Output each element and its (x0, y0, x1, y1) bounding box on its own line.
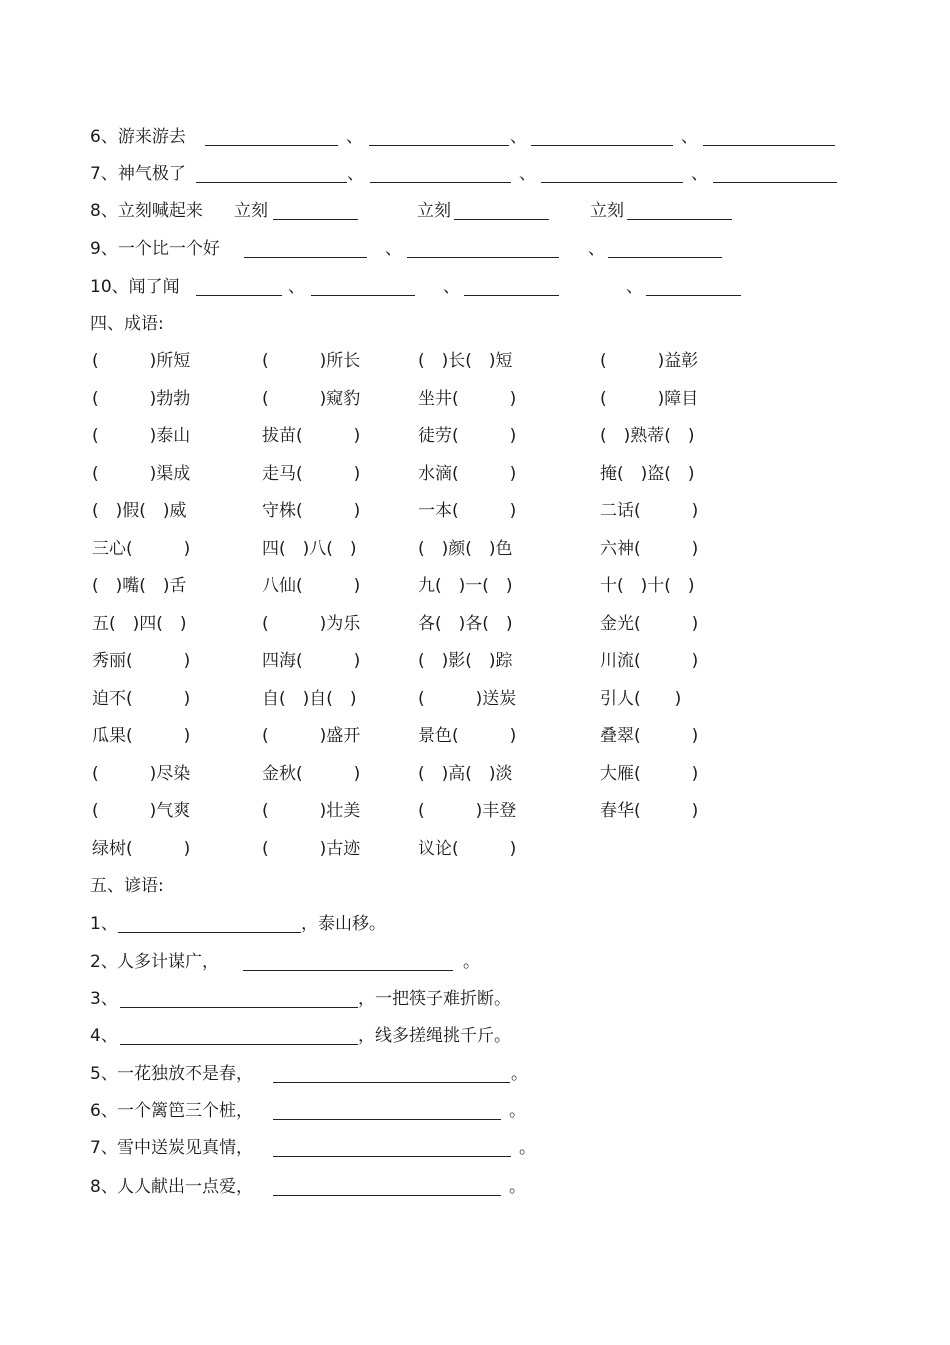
separator: 、 (443, 277, 460, 297)
separator: 、 (510, 127, 527, 147)
item-8-prefix: 立刻 (417, 201, 451, 221)
idiom-item[interactable]: 春华( ) (600, 801, 699, 821)
proverb-5-blank[interactable] (273, 1082, 510, 1083)
proverb-number: 8、 (90, 1177, 118, 1197)
item-7-blank-1[interactable] (196, 182, 347, 183)
idiom-item[interactable]: ( )丰登 (418, 801, 517, 821)
idiom-item[interactable]: 九( )一( ) (418, 576, 513, 596)
item-7-blank-3[interactable] (541, 182, 683, 183)
idiom-item[interactable]: 大雁( ) (600, 764, 699, 784)
idiom-item[interactable]: 水滴( ) (418, 464, 517, 484)
idiom-item[interactable]: ( )气爽 (92, 801, 191, 821)
idiom-item[interactable]: 瓜果( ) (92, 726, 191, 746)
proverb-7-blank[interactable] (273, 1156, 511, 1157)
idiom-item[interactable]: 二话( ) (600, 501, 699, 521)
proverb-text: ，线多搓绳挑千斤。 (358, 1026, 511, 1046)
proverb-number: 1、 (90, 914, 118, 934)
section-title-proverbs: 五、谚语: (90, 876, 164, 896)
item-8-prefix: 立刻 (590, 201, 624, 221)
idiom-item[interactable]: ( )泰山 (92, 426, 191, 446)
idiom-item[interactable]: 掩( )盗( ) (600, 464, 695, 484)
idiom-item[interactable]: 徒劳( ) (418, 426, 517, 446)
separator: 、 (519, 164, 536, 184)
idiom-item[interactable]: 拔苗( ) (262, 426, 361, 446)
idiom-item[interactable]: ( )颜( )色 (418, 539, 513, 559)
idiom-item[interactable]: 秀丽( ) (92, 651, 191, 671)
proverb-2-blank[interactable] (243, 970, 453, 971)
proverb-text: ，一把筷子难折断。 (358, 989, 511, 1009)
proverb-text: 。 (509, 1101, 526, 1121)
item-7-blank-2[interactable] (370, 182, 511, 183)
proverb-6-blank[interactable] (273, 1119, 501, 1120)
item-10-blank-2[interactable] (311, 295, 415, 296)
proverb-number: 2、 (90, 952, 118, 972)
proverb-number: 6、 (90, 1101, 118, 1121)
proverb-text: 雪中送炭见真情， (117, 1138, 253, 1158)
idiom-item[interactable]: 四海( ) (262, 651, 361, 671)
item-6-blank-4[interactable] (703, 145, 835, 146)
separator: 、 (681, 127, 698, 147)
idiom-item[interactable]: 三心( ) (92, 539, 191, 559)
idiom-item[interactable]: 坐井( ) (418, 389, 517, 409)
proverb-text: 。 (509, 1177, 526, 1197)
item-6-label: 6、游来游去 (90, 127, 186, 147)
idiom-item[interactable]: ( )盛开 (262, 726, 361, 746)
idiom-item[interactable]: ( )高( )淡 (418, 764, 513, 784)
idiom-item[interactable]: 守株( ) (262, 501, 361, 521)
idiom-item[interactable]: ( )益彰 (600, 351, 699, 371)
idiom-item[interactable]: 五( )四( ) (92, 614, 187, 634)
item-8-blank-3[interactable] (627, 219, 732, 220)
item-10-blank-1[interactable] (196, 295, 282, 296)
item-9-blank-3[interactable] (608, 257, 722, 258)
item-10-label: 10、闻了闻 (90, 277, 180, 297)
item-10-blank-3[interactable] (464, 295, 559, 296)
proverb-number: 5、 (90, 1064, 118, 1084)
proverb-number: 3、 (90, 989, 118, 1009)
item-6-blank-2[interactable] (369, 145, 509, 146)
item-6-blank-3[interactable] (531, 145, 673, 146)
item-7-label: 7、神气极了 (90, 164, 186, 184)
idiom-item[interactable]: 金光( ) (600, 614, 699, 634)
idiom-item[interactable]: 引人( ) (600, 689, 682, 709)
proverb-text: 一花独放不是春， (117, 1064, 253, 1084)
idiom-item[interactable]: ( )送炭 (418, 689, 517, 709)
proverb-8-blank[interactable] (273, 1195, 501, 1196)
proverb-3-blank[interactable] (120, 1007, 358, 1008)
item-10-blank-4[interactable] (646, 295, 741, 296)
proverb-text: 人人献出一点爱， (117, 1177, 253, 1197)
item-8-label: 8、立刻喊起来 (90, 201, 203, 221)
idiom-item[interactable]: 六神( ) (600, 539, 699, 559)
idiom-item[interactable]: ( )影( )踪 (418, 651, 513, 671)
separator: 、 (626, 277, 643, 297)
idiom-item[interactable]: 金秋( ) (262, 764, 361, 784)
idiom-item[interactable]: ( )勃勃 (92, 389, 191, 409)
proverb-text: 。 (511, 1064, 528, 1084)
item-6-blank-1[interactable] (205, 145, 338, 146)
idiom-item[interactable]: 八仙( ) (262, 576, 361, 596)
idiom-item[interactable]: ( )为乐 (262, 614, 361, 634)
idiom-item[interactable]: 绿树( ) (92, 839, 191, 859)
idiom-item[interactable]: ( )熟蒂( ) (600, 426, 695, 446)
proverb-1-blank[interactable] (118, 932, 301, 933)
idiom-item[interactable]: ( )障目 (600, 389, 699, 409)
item-7-blank-4[interactable] (713, 182, 837, 183)
idiom-item[interactable]: ( )假( )威 (92, 501, 187, 521)
idiom-item[interactable]: ( )所短 (92, 351, 191, 371)
idiom-item[interactable]: ( )尽染 (92, 764, 191, 784)
proverb-number: 7、 (90, 1138, 118, 1158)
idiom-item[interactable]: 一本( ) (418, 501, 517, 521)
idiom-item[interactable]: 景色( ) (418, 726, 517, 746)
section-title-idioms: 四、成语: (90, 314, 164, 334)
idiom-item[interactable]: ( )窥豹 (262, 389, 361, 409)
proverb-text: 一个篱笆三个桩， (117, 1101, 253, 1121)
separator: 、 (347, 164, 364, 184)
proverb-4-blank[interactable] (120, 1044, 358, 1045)
idiom-item[interactable]: ( )壮美 (262, 801, 361, 821)
idiom-item[interactable]: 十( )十( ) (600, 576, 695, 596)
idiom-item[interactable]: ( )古迹 (262, 839, 361, 859)
separator: 、 (691, 164, 708, 184)
proverb-text: 。 (519, 1138, 536, 1158)
item-8-prefix: 立刻 (234, 201, 268, 221)
separator: 、 (288, 277, 305, 297)
separator: 、 (346, 127, 363, 147)
idiom-item[interactable]: ( )所长 (262, 351, 361, 371)
separator: 、 (385, 239, 402, 259)
separator: 、 (588, 239, 605, 259)
item-9-blank-1[interactable] (244, 257, 367, 258)
idiom-item[interactable]: 走马( ) (262, 464, 361, 484)
idiom-item[interactable]: 各( )各( ) (418, 614, 513, 634)
item-9-blank-2[interactable] (407, 257, 559, 258)
idiom-item[interactable]: 川流( ) (600, 651, 699, 671)
idiom-item[interactable]: 叠翠( ) (600, 726, 699, 746)
proverb-text: ，泰山移。 (301, 914, 386, 934)
idiom-item[interactable]: 四( )八( ) (262, 539, 357, 559)
item-8-blank-1[interactable] (273, 219, 358, 220)
proverb-text: 人多计谋广， (117, 952, 219, 972)
idiom-item[interactable]: 议论( ) (418, 839, 517, 859)
idiom-item[interactable]: ( )渠成 (92, 464, 191, 484)
proverb-number: 4、 (90, 1026, 118, 1046)
proverb-text: 。 (463, 952, 480, 972)
idiom-item[interactable]: 迫不( ) (92, 689, 191, 709)
idiom-item[interactable]: 自( )自( ) (262, 689, 357, 709)
idiom-item[interactable]: ( )长( )短 (418, 351, 513, 371)
item-9-label: 9、一个比一个好 (90, 239, 220, 259)
item-8-blank-2[interactable] (454, 219, 549, 220)
idiom-item[interactable]: ( )嘴( )舌 (92, 576, 187, 596)
